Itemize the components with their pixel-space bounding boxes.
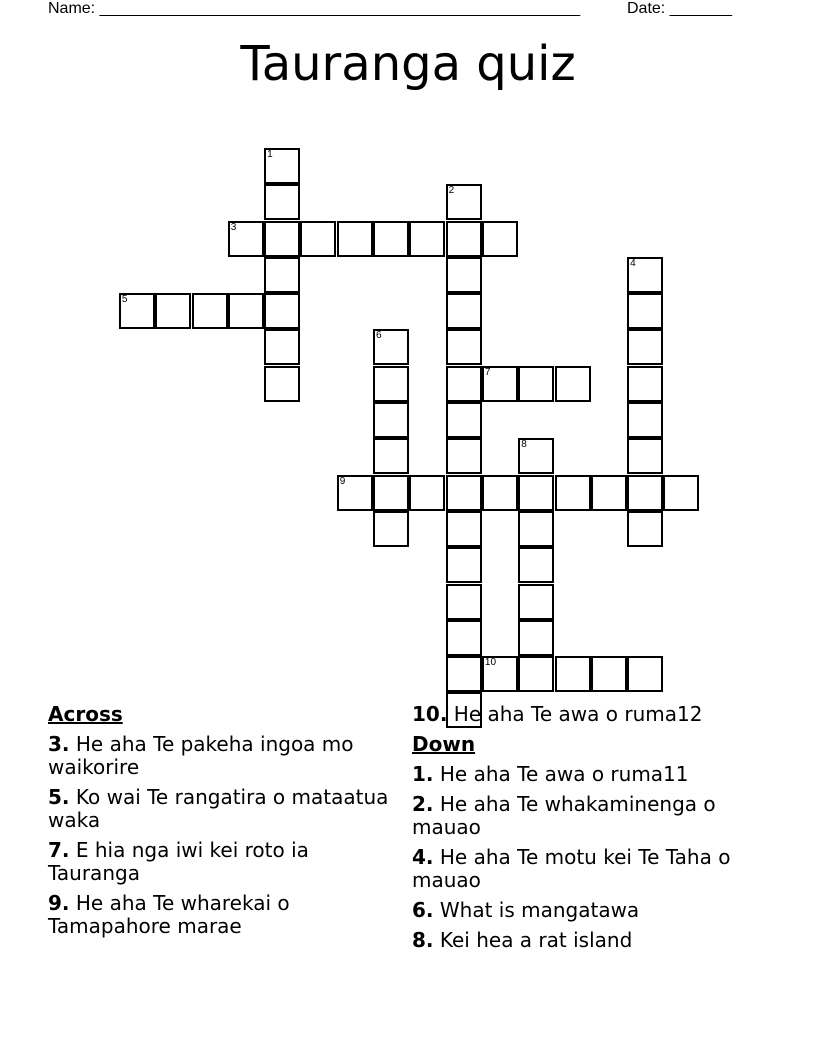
grid-cell[interactable]: [446, 620, 482, 656]
grid-cell[interactable]: [446, 475, 482, 511]
grid-cell[interactable]: [627, 366, 663, 402]
grid-cell[interactable]: [264, 293, 300, 329]
grid-cell[interactable]: [482, 221, 518, 257]
grid-cell[interactable]: [555, 366, 591, 402]
clue-text: He aha Te awa o ruma12: [453, 702, 703, 726]
clue-number: 7.: [48, 838, 70, 862]
grid-cell[interactable]: [228, 221, 264, 257]
grid-cell[interactable]: [409, 475, 445, 511]
clue-number: 10.: [412, 702, 448, 726]
clue-number: 4.: [412, 845, 434, 869]
clues-left-column: [48, 703, 393, 945]
across-clue: [48, 786, 393, 832]
grid-cell[interactable]: [446, 293, 482, 329]
clue-text: He aha Te pakeha ingoa mo waikorire: [48, 732, 354, 779]
clues-right-column: [412, 703, 757, 959]
grid-cell[interactable]: [446, 366, 482, 402]
grid-cell[interactable]: [518, 656, 554, 692]
cell-number: 5: [121, 294, 128, 306]
clue-number: 8.: [412, 928, 434, 952]
grid-cell[interactable]: [591, 475, 627, 511]
down-clue: [412, 899, 757, 922]
grid-cell[interactable]: [264, 184, 300, 220]
cell-number: 4: [630, 257, 636, 269]
grid-cell[interactable]: [627, 402, 663, 438]
grid-cell[interactable]: [555, 475, 591, 511]
clue-text: He aha Te motu kei Te Taha o mauao: [412, 845, 731, 892]
across-clue: [412, 703, 757, 726]
clue-text: Kei hea a rat island: [439, 928, 633, 952]
grid-cell[interactable]: [518, 511, 554, 547]
clue-number: 5.: [48, 785, 70, 809]
grid-cell[interactable]: [155, 293, 191, 329]
grid-cell[interactable]: [446, 221, 482, 257]
grid-cell[interactable]: [119, 293, 155, 329]
grid-cell[interactable]: [264, 257, 300, 293]
clue-number: 6.: [412, 898, 434, 922]
grid-cell[interactable]: [228, 293, 264, 329]
grid-cell[interactable]: [518, 438, 554, 474]
across-clue: [48, 839, 393, 885]
clue-text: He aha Te wharekai o Tamapahore marae: [48, 891, 290, 938]
grid-cell[interactable]: [264, 221, 300, 257]
grid-cell[interactable]: [446, 402, 482, 438]
grid-cell[interactable]: [446, 584, 482, 620]
across-clue: [48, 733, 393, 779]
grid-cell[interactable]: [373, 475, 409, 511]
grid-cell[interactable]: [373, 402, 409, 438]
grid-cell[interactable]: [446, 547, 482, 583]
grid-cell[interactable]: [591, 656, 627, 692]
clue-text: Ko wai Te rangatira o mataatua waka: [48, 785, 389, 832]
grid-cell[interactable]: [373, 438, 409, 474]
down-clue: [412, 793, 757, 839]
grid-cell[interactable]: [627, 511, 663, 547]
down-heading: Down: [412, 732, 476, 756]
grid-cell[interactable]: [518, 366, 554, 402]
grid-cell[interactable]: [518, 584, 554, 620]
grid-cell[interactable]: [373, 329, 409, 365]
grid-cell[interactable]: [373, 511, 409, 547]
grid-cell[interactable]: [482, 656, 518, 692]
clue-number: 1.: [412, 762, 434, 786]
cell-number: 8: [521, 439, 527, 451]
page-title: Tauranga quiz: [240, 36, 576, 92]
grid-cell[interactable]: [264, 329, 300, 365]
cell-number: 3: [230, 221, 237, 233]
grid-cell[interactable]: [627, 329, 663, 365]
grid-cell[interactable]: [446, 511, 482, 547]
clue-text: He aha Te whakaminenga o mauao: [412, 792, 716, 839]
clue-text: E hia nga iwi kei roto ia Tauranga: [48, 838, 309, 885]
grid-cell[interactable]: [627, 438, 663, 474]
grid-cell[interactable]: [627, 257, 663, 293]
grid-cell[interactable]: [518, 475, 554, 511]
down-clue: [412, 846, 757, 892]
grid-cell[interactable]: [264, 148, 300, 184]
grid-cell[interactable]: [555, 656, 591, 692]
down-clue: [412, 763, 757, 786]
cell-number: 2: [448, 185, 455, 197]
name-line: Name: ______________________________________________________: [48, 0, 581, 17]
clue-number: 3.: [48, 732, 70, 756]
cell-number: 10: [484, 657, 497, 669]
clue-text: What is mangatawa: [439, 898, 640, 922]
date-line: Date: _______: [627, 0, 732, 17]
cell-number: 9: [339, 475, 346, 487]
grid-cell[interactable]: [518, 547, 554, 583]
grid-cell[interactable]: [482, 366, 518, 402]
grid-cell[interactable]: [627, 293, 663, 329]
grid-cell[interactable]: [192, 293, 228, 329]
cell-number: 1: [267, 148, 273, 160]
grid-cell[interactable]: [627, 656, 663, 692]
across-clue: [48, 892, 393, 938]
grid-cell[interactable]: [518, 620, 554, 656]
cell-number: 6: [376, 330, 382, 342]
grid-cell[interactable]: [373, 366, 409, 402]
clue-number: 2.: [412, 792, 434, 816]
across-heading: Across: [48, 702, 123, 726]
grid-cell[interactable]: [627, 475, 663, 511]
grid-cell[interactable]: [446, 329, 482, 365]
grid-cell[interactable]: [482, 475, 518, 511]
clue-text: He aha Te awa o ruma11: [439, 762, 689, 786]
grid-cell[interactable]: [446, 438, 482, 474]
grid-cell[interactable]: [446, 184, 482, 220]
grid-cell[interactable]: [373, 221, 409, 257]
grid-cell[interactable]: [337, 221, 373, 257]
grid-cell[interactable]: [446, 257, 482, 293]
down-clue: [412, 929, 757, 952]
grid-cell[interactable]: [446, 656, 482, 692]
grid-cell[interactable]: [264, 366, 300, 402]
grid-cell[interactable]: [663, 475, 699, 511]
grid-cell[interactable]: [409, 221, 445, 257]
clue-number: 9.: [48, 891, 70, 915]
grid-cell[interactable]: [300, 221, 336, 257]
cell-number: 7: [484, 366, 491, 378]
grid-cell[interactable]: [337, 475, 373, 511]
